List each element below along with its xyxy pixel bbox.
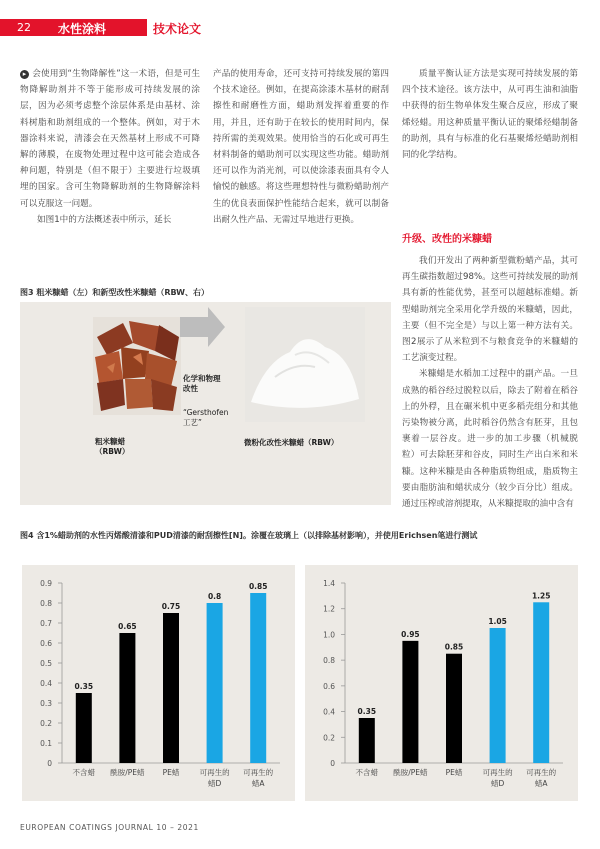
- x-tick-label: 不含蜡: [72, 768, 96, 777]
- bar: [163, 613, 179, 763]
- y-tick-label: 0.2: [40, 719, 52, 728]
- continue-bullet-icon: ▸: [20, 70, 29, 79]
- y-tick-label: 0.4: [323, 707, 335, 717]
- y-tick-label: 1.4: [323, 579, 335, 588]
- y-tick-label: 1.2: [323, 604, 335, 614]
- y-tick-label: 0.6: [40, 639, 52, 648]
- micronized-rice-bran-wax-image: [245, 307, 365, 422]
- bar: [446, 654, 462, 763]
- bar: [490, 628, 506, 763]
- y-tick-label: 0.6: [323, 681, 335, 691]
- micronized-wax-label: 微粉化改性米糠蜡（RBW）: [244, 438, 339, 447]
- y-tick-label: 0.8: [40, 599, 52, 608]
- bar-value-label: 0.75: [161, 602, 181, 611]
- bar-value-label: 0.8: [207, 592, 222, 601]
- magazine-section-title: 水性涂料: [58, 22, 107, 36]
- figure-3-panel: [20, 302, 391, 505]
- x-tick-label: 可再生的蜡A: [526, 768, 557, 788]
- article-type-label: 技术论文: [153, 22, 202, 36]
- y-tick-label: 0.2: [323, 733, 335, 743]
- paragraph: ▸ 会使用到“生物降解性”这一术语，但是可生物降解助剂并不等于能形成可持续发展的涂层，因为必须考虑整个涂层体系是由基材、涂料树脂和助剂组成的一个整体。例如，对于木器涂料来说，清漆会在天然基材上形成不可降解的薄膜，在废物处理过程中这可能会造成各种问题，特别是（但不限于）主要进行垃圾填埋的国家。含可生物降解助剂的生物降解涂料可以克服这一问题。: [20, 69, 200, 209]
- text-column-1: [20, 66, 200, 228]
- y-tick-label: 0: [330, 759, 335, 768]
- x-tick-label: 可再生的蜡D: [199, 768, 230, 788]
- x-tick-label: PE蜡: [445, 768, 463, 777]
- x-tick-label: 酰胺/PE蜡: [393, 768, 428, 777]
- x-tick-label: PE蜡: [162, 768, 180, 777]
- bar: [533, 602, 549, 763]
- figure-3-caption: 图3 粗米糠蜡（左）和新型改性米糠蜡（RBW、右）: [20, 288, 209, 297]
- paragraph: 米糠蜡是水稻加工过程中的副产品。一旦成熟的稻谷经过脱粒以后，除去了附着在稻谷上的外稃，且在碾米机中更多稻壳组分和其他污染物被分离，此时稻谷仍然含有胚芽，且包裹着一层谷皮。进一步的加工步骤（机械脱粒）可去除胚芽和谷皮，同时生产出白米和米糠。这种米糠是由各种脂质物组成，脂质物主要由脂肪油和蜡状成分（较少百分比）组成。通过压榨或溶剂提取，从米糠提取的油中含有: [402, 369, 578, 510]
- x-tick-label: 酰胺/PE蜡: [110, 768, 145, 777]
- page-number: 22: [17, 21, 31, 34]
- x-tick-label: 可再生的蜡D: [482, 768, 513, 788]
- bar: [359, 718, 375, 763]
- bar: [119, 633, 135, 763]
- bar: [250, 593, 266, 763]
- text-column-2: [213, 66, 389, 228]
- y-tick-label: 0.4: [40, 679, 52, 688]
- bar-value-label: 0.85: [248, 582, 268, 591]
- y-tick-label: 0.3: [40, 699, 52, 708]
- text-column-3-continued: [402, 219, 578, 512]
- y-tick-label: 0.8: [323, 656, 335, 666]
- paragraph: 如图1中的方法概述表中所示，延长: [37, 214, 172, 225]
- bar: [207, 603, 223, 763]
- x-tick-label: 可再生的蜡A: [243, 768, 274, 788]
- y-tick-label: 1.0: [323, 630, 335, 640]
- modification-label: 化学和物理 改性: [183, 374, 221, 393]
- bar-value-label: 1.25: [531, 591, 551, 601]
- gersthofen-process-label: “Gersthofen 工艺”: [183, 408, 229, 427]
- bar-value-label: 0.35: [357, 707, 377, 716]
- section-subheading: 升级、改性的米糠蜡: [402, 234, 492, 245]
- figure-4-caption: 图4 含1%蜡助剂的水性丙烯酸清漆和PUD清漆的耐刮擦性[N]。涂覆在玻璃上（以排除基材影响），并使用Erichsen笔进行测试: [20, 531, 478, 540]
- paragraph: 产品的使用寿命，还可支持可持续发展的第四个技术途径。例如，在提高涂漆木基材的耐刮擦性和耐磨性方面，蜡助剂发挥着重要的作用，并且，还有助于在较长的使用时间内，保持所需的美观效果。使用恰当的石化或可再生材料制备的蜡助剂可以实现这些功能。蜡助剂还可以作为消光剂，可以使涂漆表面具有令人愉悦的触感。将这些理想特性与微粉蜡助剂产生的优良表面保护性能结合起来，就可以制备出耐久性产品、无需过早地进行更换。: [213, 69, 389, 225]
- y-tick-label: 0.9: [40, 579, 52, 588]
- y-tick-label: 0.5: [40, 659, 52, 668]
- paragraph: 质量平衡认证方法是实现可持续发展的第四个技术途径。该方法中，从可再生油和油脂中获得的衍生物单体发生聚合反应，形成了聚烯烃蜡。用这种质量平衡认证的聚烯烃蜡制备的助剂，具有与标准的化石基聚烯烃蜡助剂相同的化学结构。: [402, 69, 578, 161]
- crude-wax-label: 粗米糠蜡 （RBW）: [95, 437, 130, 456]
- bar: [76, 693, 92, 763]
- text-column-3: [402, 66, 578, 163]
- bar-value-label: 0.95: [401, 629, 420, 639]
- chart-pud-scratch-resistance: [305, 565, 578, 801]
- bar-chart-1: [22, 565, 295, 801]
- bar-value-label: 0.35: [74, 682, 94, 691]
- footer-journal-name: EUROPEAN COATINGS JOURNAL 10 – 2021: [20, 823, 199, 832]
- x-tick-label: 不含蜡: [355, 768, 379, 777]
- bar-value-label: 0.65: [118, 622, 137, 631]
- bar-value-label: 0.85: [444, 642, 464, 652]
- y-tick-label: 0.1: [40, 739, 52, 748]
- bar-chart-2: [305, 565, 578, 801]
- crude-rice-bran-wax-image: [93, 317, 181, 415]
- y-tick-label: 0: [47, 759, 52, 768]
- arrow-right-icon: [180, 307, 225, 347]
- bar-value-label: 1.05: [488, 617, 507, 626]
- paragraph: 我们开发出了两种新型微粉蜡产品，其可再生碳指数超过98%。这些可持续发展的助剂具有新的性能优势，甚至可以超越标准蜡。新型蜡助剂完全采用化学升级的米糠蜡，因此，主要（但不完全是）与以上第一种方法有关。图2展示了从米粒到不与粮食竞争的米糠蜡的工艺演变过程。: [402, 256, 578, 364]
- y-tick-label: 0.7: [40, 619, 52, 628]
- bar: [402, 641, 418, 763]
- chart-acrylic-scratch-resistance: [22, 565, 295, 801]
